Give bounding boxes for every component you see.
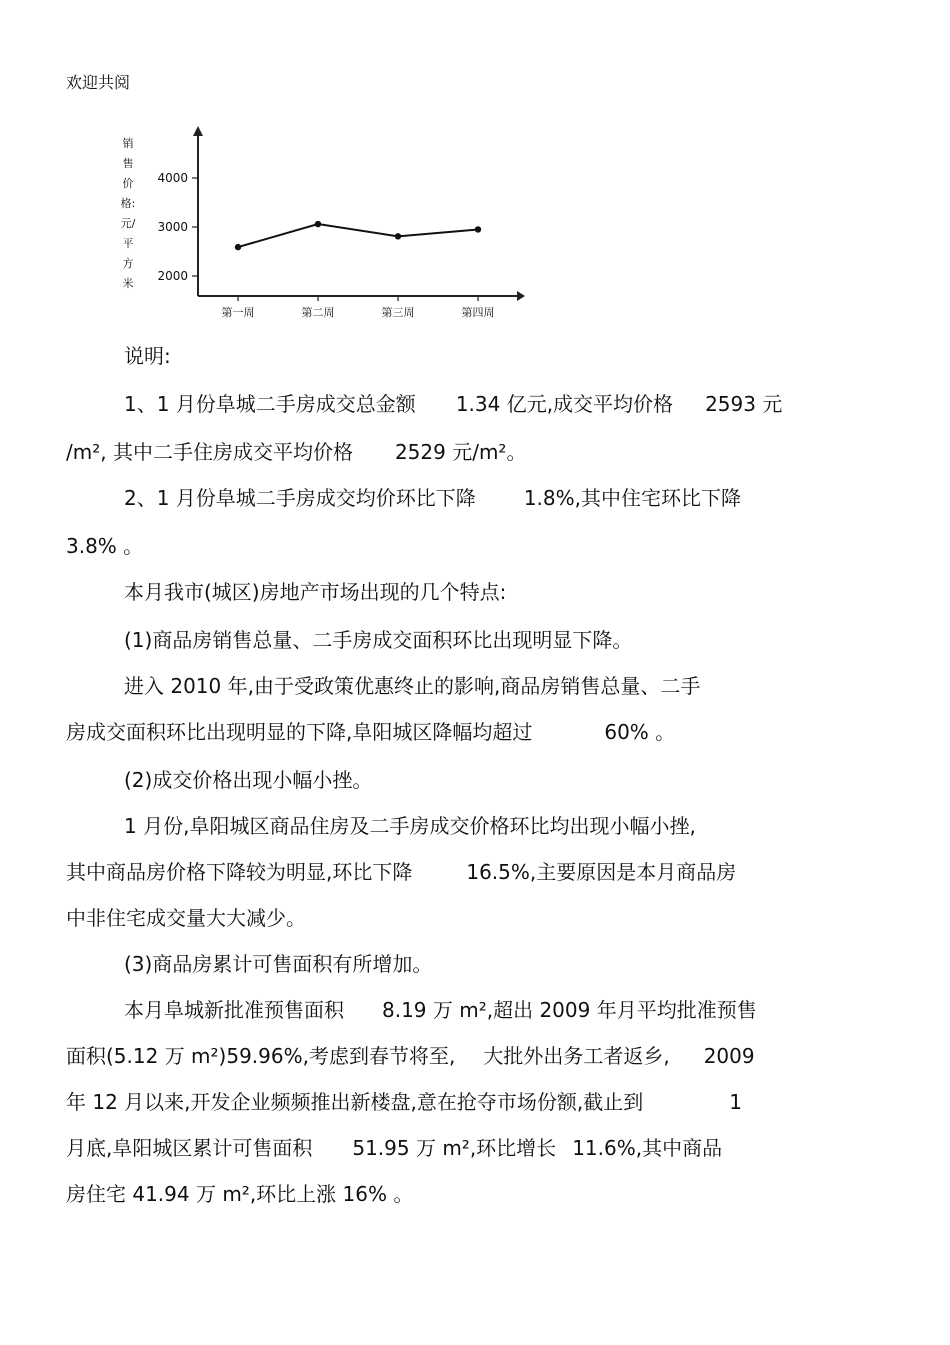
text-segment: 年 12 月以来,开发企业频频推出新楼盘,意在抢夺市场份额,截止到 <box>66 1090 644 1114</box>
text-segment: 2009 <box>703 1044 755 1068</box>
data-point <box>475 226 481 232</box>
paragraph-line <box>124 482 741 511</box>
paragraph-line <box>66 1086 742 1115</box>
text-segment: 8.19 万 m²,超出 2009 年月平均批准预售 <box>382 998 757 1022</box>
y-axis-arrow <box>193 126 203 136</box>
paragraph-line <box>66 1040 755 1069</box>
text-segment: /m², 其中二手住房成交平均价格 <box>66 440 353 464</box>
text-segment: 本月阜城新批准预售面积 <box>124 998 344 1022</box>
paragraph-line: 本月我市(城区)房地产市场出现的几个特点: <box>124 580 507 604</box>
text-segment: 1 <box>729 1090 742 1114</box>
text-segment: 2529 元/m²。 <box>394 440 527 464</box>
paragraph-line <box>66 436 526 465</box>
y-tick-label: 2000 <box>157 269 188 283</box>
text-segment: 1.34 亿元,成交平均价格 <box>455 392 674 416</box>
data-point <box>315 221 321 227</box>
text-segment: 60% 。 <box>604 720 676 744</box>
chart-canvas <box>110 118 540 333</box>
paragraph-line <box>124 388 782 417</box>
text-segment: 1、1 月份阜城二手房成交总金额 <box>124 392 416 416</box>
data-point <box>395 233 401 239</box>
paragraph-line: 进入 2010 年,由于受政策优惠终止的影响,商品房销售总量、二手 <box>124 674 701 698</box>
x-tick-label: 第三周 <box>381 306 415 319</box>
section-heading: (2)成交价格出现小幅小挫。 <box>124 768 373 792</box>
section-heading: (3)商品房累计可售面积有所增加。 <box>124 952 433 976</box>
text-segment: 1.8%,其中住宅环比下降 <box>523 486 741 510</box>
x-tick-label: 第四周 <box>461 306 495 319</box>
series-line <box>238 224 478 247</box>
y-tick-label: 4000 <box>157 171 188 185</box>
text-segment: 2593 元 <box>705 392 783 416</box>
text-segment: 其中商品房价格下降较为明显,环比下降 <box>66 860 413 884</box>
paragraph-line: 3.8% 。 <box>66 534 144 558</box>
y-tick-label: 3000 <box>157 220 188 234</box>
x-tick-label: 第一周 <box>221 306 255 319</box>
x-tick-label: 第二周 <box>301 306 335 319</box>
text-segment: 房成交面积环比出现明显的下降,阜阳城区降幅均超过 <box>66 720 533 744</box>
text-segment: 月底,阜阳城区累计可售面积 <box>66 1136 313 1160</box>
text-segment: 面积(5.12 万 m²)59.96%,考虑到春节将至, <box>66 1044 456 1068</box>
header-note: 欢迎共阅 <box>66 73 131 92</box>
paragraph-line <box>66 1132 722 1161</box>
paragraph-line <box>124 994 757 1023</box>
text-segment: 2、1 月份阜城二手房成交均价环比下降 <box>124 486 476 510</box>
paragraph-line <box>66 856 736 885</box>
section-heading: (1)商品房销售总量、二手房成交面积环比出现明显下降。 <box>124 628 633 652</box>
paragraph-line: 中非住宅成交量大大减少。 <box>66 906 306 930</box>
paragraph-line: 1 月份,阜阳城区商品住房及二手房成交价格环比均出现小幅小挫, <box>124 814 696 838</box>
chart-y-axis-label: 销售价格:元/平方米 <box>120 137 136 290</box>
paragraph-heading: 说明: <box>124 344 171 368</box>
paragraph-line <box>66 716 675 745</box>
paragraph-line: 房住宅 41.94 万 m²,环比上涨 16% 。 <box>66 1182 414 1206</box>
data-point <box>235 244 241 250</box>
text-segment: 大批外出务工者返乡, <box>483 1044 670 1068</box>
x-axis-arrow <box>517 291 525 301</box>
text-segment: 11.6%,其中商品 <box>572 1136 723 1160</box>
text-segment: 51.95 万 m²,环比增长 <box>352 1136 557 1160</box>
text-segment: 16.5%,主要原因是本月商品房 <box>466 860 737 884</box>
price-line-chart <box>110 118 540 333</box>
